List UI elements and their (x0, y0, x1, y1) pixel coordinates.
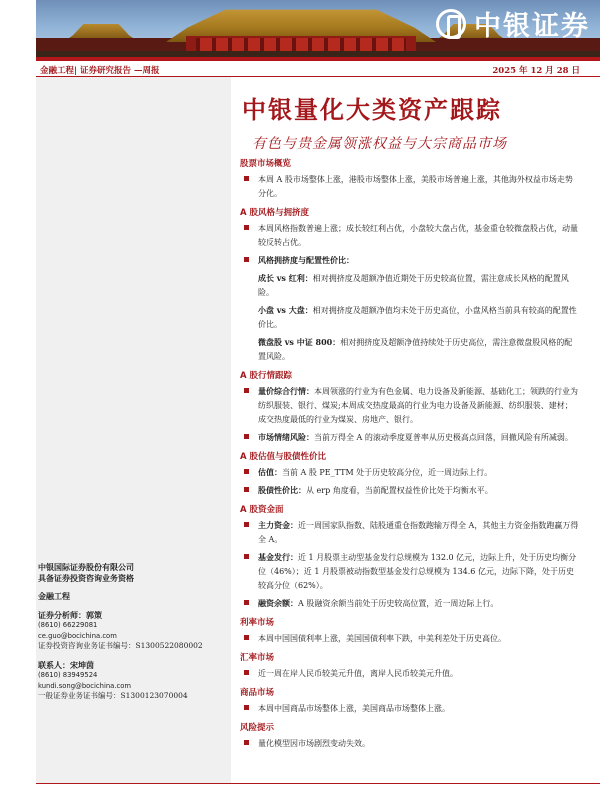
bullet-icon (244, 257, 249, 262)
analyst-license: 证券投资咨询业务证书编号：S1300522080002 (38, 641, 203, 650)
section-heading: 商品市场 (240, 688, 275, 698)
analyst-phone: (8610) 66229081 (38, 621, 98, 629)
bullet-icon (244, 705, 249, 710)
report-date: 2025 年 12 月 28 日 (492, 66, 580, 76)
breadcrumb: 金融工程| 证券研究报告 —周报 (40, 66, 160, 76)
bullet-icon (244, 554, 249, 559)
list-item: 本周中国国债利率上涨，美国国债利率下跌，中美利差处于历史高位。 (240, 631, 580, 646)
contact-email[interactable]: kundi.song@bocichina.com (38, 681, 132, 690)
bullet-icon (244, 225, 249, 230)
contact-license: 一般证券业务证书编号：S1300123070004 (38, 691, 188, 700)
sidebar-info (38, 562, 228, 702)
analyst-label: 证券分析师：郭策 (38, 609, 102, 620)
section-heading: 风险提示 (240, 723, 275, 733)
list-item: 风格拥挤度与配置性价比： (240, 253, 580, 268)
section-heading: 汇率市场 (240, 653, 275, 663)
bullet-icon (244, 600, 249, 605)
sub-item: 小盘 vs 大盘：相对拥挤度及超额净值均未处于历史高位，小盘风格当前具有较高的配置性价比。 (258, 305, 577, 329)
company-name: 中银国际证券股份有限公司 (38, 562, 134, 572)
sub-item: 微盘股 vs 中证 800：相对拥挤度及超额净值持续处于历史高位，需注意微盘股风格的配置风险。 (258, 337, 573, 361)
brand-name: 中银证券 (474, 11, 590, 42)
bullet-icon (244, 635, 249, 640)
list-item: 近一周在岸人民币较美元升值，离岸人民币较美元升值。 (240, 666, 580, 681)
report-title: 中银量化大类资产跟踪 (242, 96, 502, 124)
section-heading: A 股行情跟踪 (240, 371, 293, 381)
list-item: 主力资金：近一周国家队指数、陆股通重仓指数跑输万得全 A，其他主力资金指数跑赢万得全 A。 (240, 518, 580, 547)
contact-label: 联系人：宋坤茵 (38, 659, 94, 670)
brand-logo (436, 4, 590, 43)
bullet-icon (244, 469, 249, 474)
list-item: 融资余额：A 股融资余额当前处于历史较高位置，近一周边际上行。 (240, 596, 580, 611)
report-subtitle: 有色与贵金属领涨权益与大宗商品市场 (252, 136, 507, 152)
analyst-email[interactable]: ce.guo@bocichina.com (38, 631, 117, 640)
section-heading: A 股资金面 (240, 505, 284, 515)
bullet-icon (244, 670, 249, 675)
bullet-icon (244, 388, 249, 393)
list-item: 本周风格指数普遍上涨；成长较红利占优，小盘较大盘占优，基金重仓较微盘股占优，动量较反转占优。 (240, 221, 580, 250)
list-item: 基金发行：近 1 月股票主动型基金发行总规模为 132.0 亿元，边际上升，处于历史均衡分位（46%）；近 1 月股票被动指数型基金发行总规模为 134.6 亿元，边际下降，处于历史较高分位（62%）。 (240, 550, 580, 593)
sub-item: 成长 vs 红利：相对拥挤度及超额净值近期处于历史较高位置，需注意成长风格的配置风险。 (258, 273, 569, 297)
list-item: 量价综合行情：本周领涨的行业为有色金属、电力设备及新能源、基础化工；领跌的行业为纺织服装、银行、煤炭;本周成交热度最高的行业为电力设备及新能源、纺织服装、建材；成交热度最低的行业为煤炭、房地产、银行。 (240, 384, 580, 427)
bullet-icon (244, 176, 249, 181)
bank-of-china-logo-icon (436, 9, 466, 39)
section-heading: 利率市场 (240, 618, 275, 628)
report-content (240, 157, 580, 754)
section-heading: A 股风格与拥挤度 (240, 208, 310, 218)
section-heading: A 股估值与股债性价比 (240, 452, 327, 462)
bullet-icon (244, 434, 249, 439)
footer-rule (36, 783, 600, 784)
list-item: 市场情绪风险：当前万得全 A 的滚动季度夏普率从历史极高点回落，回撤风险有所减弱。 (240, 430, 580, 445)
list-item: 本周中国商品市场整体上涨，美国商品市场整体上涨。 (240, 701, 580, 716)
bullet-icon (244, 522, 249, 527)
bullet-icon (244, 740, 249, 745)
bullet-icon (244, 487, 249, 492)
section-heading: 股票市场概览 (240, 159, 292, 169)
header-banner (36, 0, 600, 57)
list-item: 估值：当前 A 股 PE_TTM 处于历史较高分位，近一周边际上行。 (240, 465, 580, 480)
division: 金融工程 (38, 591, 70, 601)
list-item: 股债性价比：从 erp 角度看，当前配置权益性价比处于均衡水平。 (240, 483, 580, 498)
contact-phone: (8610) 83949524 (38, 671, 98, 679)
qualification: 具备证券投资咨询业务资格 (38, 572, 134, 583)
list-item: 量化模型因市场剧烈变动失效。 (240, 736, 580, 751)
header-red-rule (36, 57, 600, 61)
list-item: 本周 A 股市场整体上涨，港股市场整体上涨，美股市场普遍上涨，其他海外权益市场走势分化。 (240, 172, 580, 201)
